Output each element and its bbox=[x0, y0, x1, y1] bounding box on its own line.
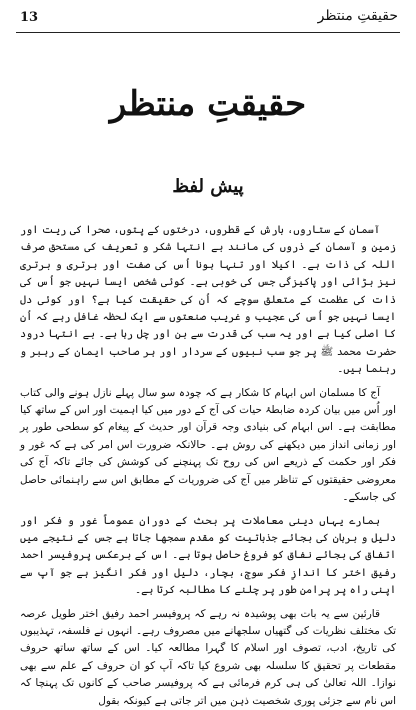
chapter-title: حقیقتِ منتظر bbox=[109, 84, 307, 124]
paragraph: قارئین سے یہ بات بھی پوشیدہ نہ رہے کہ پروفیسر احمد رفیق اختر طویل عرصہ تک مختلف نظریات کی گتھیاں سلجھانے میں مصروف رہے۔ انہوں نے فلسفہ، تہذیبوں کی تاریخ، ادب، تصوف اور اسلام کا گہرا مطالعہ کیا۔ اس کے ساتھ ساتھ حروف مقطعات پر تحقیق کا سلسلہ بھی شروع کیا تاکہ آپ کو ان حروف کے علم سے بھی نوازا۔ اللہ تعالیٰ کی ہی کرم فرمائی ہے کہ پروفیسر صاحب کے کانوں تک پہنچا کہ اس نام سے جزئی پوری شخصیت ذہن میں اتر جاتی ہے کیونکہ بقول bbox=[20, 607, 396, 707]
header-divider bbox=[16, 32, 400, 33]
body-text bbox=[20, 222, 396, 707]
section-heading: پیش لفظ bbox=[172, 176, 244, 197]
paragraph: آج کا مسلمان اس ابہام کا شکار ہے کہ چودہ سو سال پہلے نازل ہونے والی کتاب اور اُس میں بیان کردہ ضابطۂ حیات کی آج کے دور میں کیا اہمیت اور اس کے ساتھ کیا مطابقت ہے۔ اس ابہام کی بنیادی وجہ قرآن اور حدیث کے پیغام کو سطحی طور پر اور زمانی انداز میں دیکھنے کی روش ہے۔ حالانکہ ضرورت اس امر کی ہے کہ غور و فکر اور حکمت کے ذریعے اس کی روح تک پہنچنے کی کوشش کی جائے تاکہ آج کی معروضی حقیقتوں کے تناظر میں آج کی ضروریات کے مطابق اس سے راہنمائی حاصل کی جاسکے۔ bbox=[20, 386, 396, 504]
paragraph: ہمارے یہاں دینی معاملات پر بحث کے دوران عموماً غور و فکر اور دلیل و برہان کی بجائے جذباتیت کو مقدم سمجھا جاتا ہے جس کے نتیجے میں اتفاق کی بجائے نفاق کو فروغ حاصل ہوتا ہے۔ اس کے برعکس پروفیسر احمد رفیق اختر کا اندازِ فکر سوچ، بچار، دلیل اور فکر انگیز ہے جو آپ سے اپنی راہ پر پرامن طور پر چلنے کا مطالبہ کرتا ہے۔ bbox=[20, 514, 396, 597]
running-header: حقیقتِ منتظر bbox=[317, 8, 398, 24]
paragraph: آسمان کے ستاروں، بارش کے قطروں، درختوں کے پتوں، صحرا کی ریت اور زمین و آسمان کے ذروں کی مانند بے انتہا شکر و تعریف کی مستحق صرف اللہ کی ذات ہے۔ اکیلا اور تنہا ہونا اُس کی صفت اور برتری و برتری نیز بڑائی اور پاکیزگی جس کی خوبی ہے۔ کوئی شخص ایسا نہیں جو اُس کی ذات کی عظمت کے متعلق سوچے کہ اُن کی حقیقت کیا ہے؟ اور کوئی دل ایسا نہیں جو اُس کی عجیب و غریب صنعتوں سے ایک لحظہ غافل رہے کہ اُن کا اصلی کیا ہے اور یہ سب کی قدرت سے بن اور چل رہا ہے۔ بے انتہا درود حضرت محمد ﷺ پر جو سب نبیوں کے سردار اور ہر صاحب ایمان کے رہبر و رہنما ہیں۔ bbox=[20, 224, 396, 376]
page-number: 13 bbox=[20, 10, 39, 25]
